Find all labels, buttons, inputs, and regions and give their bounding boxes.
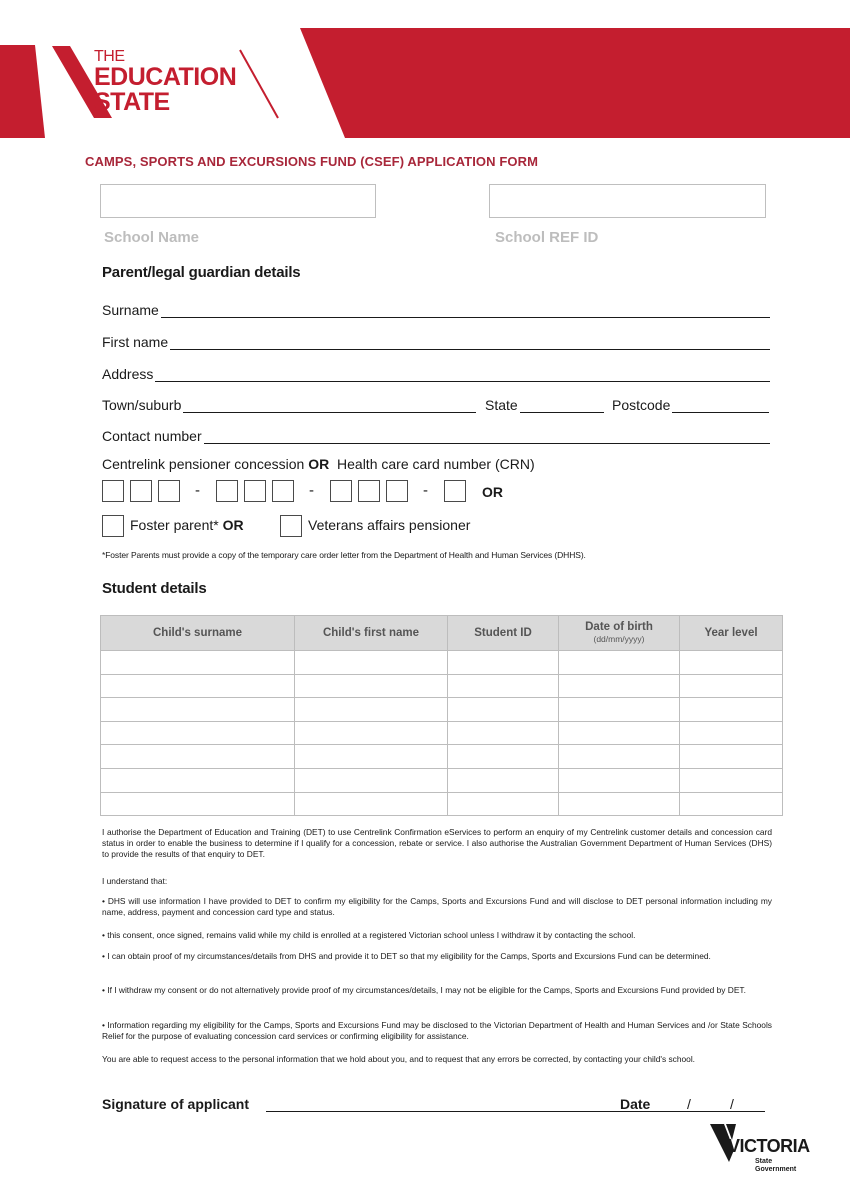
- col-date-of-birth-format: (dd/mm/yyyy): [593, 634, 645, 644]
- table-cell[interactable]: [559, 651, 680, 675]
- foster-or-text: OR: [222, 517, 244, 533]
- table-cell[interactable]: [295, 651, 448, 675]
- contact-label: Contact number: [102, 428, 202, 444]
- table-cell[interactable]: [295, 721, 448, 745]
- date-line[interactable]: [655, 1111, 765, 1112]
- table-cell[interactable]: [559, 674, 680, 698]
- crn-digit-box[interactable]: [216, 480, 238, 502]
- surname-line[interactable]: [161, 302, 770, 318]
- date-label: Date: [620, 1096, 651, 1112]
- table-cell[interactable]: [101, 698, 295, 722]
- school-name-field[interactable]: [100, 184, 376, 218]
- consent-bullet: • Information regarding my eligibility for the Camps, Sports and Excursions Fund may be disclosed to the Victorian Department of Health and Human Services and /or State Schools Relief for the purpose of evaluating concession card services or confirming eligibility for assistance.: [102, 1020, 772, 1041]
- crn-dash: -: [309, 482, 314, 499]
- table-cell[interactable]: [559, 792, 680, 816]
- col-year-level: Year level: [680, 616, 783, 651]
- table-cell[interactable]: [101, 674, 295, 698]
- table-cell[interactable]: [295, 698, 448, 722]
- table-cell[interactable]: [680, 745, 783, 769]
- surname-label: Surname: [102, 302, 159, 318]
- crn-digit-box[interactable]: [444, 480, 466, 502]
- contact-field[interactable]: [102, 424, 770, 444]
- student-table-header: [101, 616, 783, 651]
- consent-bullet: • DHS will use information I have provided to DET to confirm my eligibility for the Camps, Sports and Excursions Fund and will disclose to DET personal information including my name, address, payment and concession card type and status.: [102, 896, 772, 917]
- table-cell[interactable]: [448, 651, 559, 675]
- town-field[interactable]: [102, 393, 476, 413]
- table-cell[interactable]: [295, 768, 448, 792]
- state-line[interactable]: [520, 397, 604, 413]
- table-cell[interactable]: [448, 698, 559, 722]
- access-paragraph: You are able to request access to the personal information that we hold about you, and to request that any errors be corrected, by contacting your child's school.: [102, 1054, 696, 1064]
- table-cell[interactable]: [448, 792, 559, 816]
- crn-dash: -: [195, 482, 200, 499]
- col-child-first-name: Child's first name: [295, 616, 448, 651]
- table-row: [101, 674, 783, 698]
- crn-trailing-or: OR: [482, 484, 503, 500]
- banner-left-block: [0, 45, 45, 138]
- consent-bullet: • I can obtain proof of my circumstances/details from DHS and provide it to DET so that my eligibility for the Camps, Sports and Excursions Fund can be determined.: [102, 951, 711, 961]
- veterans-label: Veterans affairs pensioner: [308, 517, 471, 533]
- logo-accent-line: [240, 50, 278, 118]
- consent-paragraph: I authorise the Department of Education and Training (DET) to use Centrelink Confirmation eServices to perform an enquiry of my Centrelink customer details and concession card status in order to enable the business to determine if I qualify for a concession, rebate or service. I also authorise the Australian Government Department of Human Services (DHS) to provide the results of that enquiry to DET.: [102, 827, 772, 859]
- parent-section-heading: Parent/legal guardian details: [102, 264, 301, 281]
- foster-parent-label: [130, 517, 244, 533]
- col-student-id: Student ID: [448, 616, 559, 651]
- col-date-of-birth: Date of birth (dd/mm/yyyy): [559, 616, 680, 651]
- table-row: [101, 745, 783, 769]
- crn-digit-box[interactable]: [386, 480, 408, 502]
- student-section-heading: Student details: [102, 580, 207, 597]
- table-cell[interactable]: [295, 745, 448, 769]
- postcode-line[interactable]: [672, 397, 769, 413]
- table-row: [101, 768, 783, 792]
- postcode-field[interactable]: [612, 393, 769, 413]
- table-cell[interactable]: [101, 745, 295, 769]
- school-name-caption: School Name: [104, 229, 200, 246]
- logo-text-education: EDUCATION: [94, 63, 237, 91]
- crn-label-pensioner: Centrelink pensioner concession: [102, 456, 305, 472]
- first-name-field[interactable]: [102, 330, 770, 350]
- consent-bullet: • this consent, once signed, remains valid while my child is enrolled at a registered Victorian school unless I withdraw it by contacting the school.: [102, 930, 636, 940]
- surname-field[interactable]: [102, 298, 770, 318]
- logo-text-the: THE: [94, 48, 125, 65]
- contact-line[interactable]: [204, 428, 770, 444]
- crn-digit-box[interactable]: [158, 480, 180, 502]
- victoria-subtitle-line2: Government: [755, 1166, 797, 1173]
- town-line[interactable]: [183, 397, 476, 413]
- crn-digit-box[interactable]: [272, 480, 294, 502]
- first-name-line[interactable]: [170, 334, 770, 350]
- crn-digit-box[interactable]: [102, 480, 124, 502]
- table-cell[interactable]: [680, 768, 783, 792]
- table-cell[interactable]: [101, 721, 295, 745]
- consent-bullet: • If I withdraw my consent or do not alternatively provide proof of my circumstances/details, I may not be eligible for the Camps, Sports and Excursions Fund provided by DET.: [102, 985, 746, 995]
- foster-parent-checkbox[interactable]: [102, 515, 124, 537]
- crn-digit-box[interactable]: [330, 480, 352, 502]
- crn-digit-box[interactable]: [130, 480, 152, 502]
- table-cell[interactable]: [101, 768, 295, 792]
- logo-text-state: STATE: [94, 88, 170, 116]
- table-cell[interactable]: [680, 651, 783, 675]
- form-title: CAMPS, SPORTS AND EXCURSIONS FUND (CSEF) APPLICATION FORM: [85, 154, 539, 169]
- foster-parent-text: Foster parent*: [130, 517, 219, 533]
- school-ref-caption: School REF ID: [495, 229, 599, 246]
- table-cell[interactable]: [448, 745, 559, 769]
- signature-row: [102, 1094, 767, 1116]
- table-cell[interactable]: [680, 698, 783, 722]
- veterans-checkbox[interactable]: [280, 515, 302, 537]
- address-line[interactable]: [155, 366, 770, 382]
- table-cell[interactable]: [448, 674, 559, 698]
- table-cell[interactable]: [448, 721, 559, 745]
- table-row: [101, 721, 783, 745]
- table-cell[interactable]: [680, 674, 783, 698]
- address-label: Address: [102, 366, 154, 382]
- crn-dash: -: [423, 482, 428, 499]
- table-cell[interactable]: [295, 792, 448, 816]
- understand-heading: I understand that:: [102, 876, 168, 886]
- state-label: State: [485, 397, 518, 413]
- postcode-label: Postcode: [612, 397, 671, 413]
- table-cell[interactable]: [559, 768, 680, 792]
- date-slash: /: [730, 1096, 734, 1112]
- crn-digit-box[interactable]: [244, 480, 266, 502]
- table-cell[interactable]: [295, 674, 448, 698]
- date-slash: /: [687, 1096, 691, 1112]
- table-cell[interactable]: [680, 792, 783, 816]
- signature-label: Signature of applicant: [102, 1096, 250, 1112]
- state-field[interactable]: [485, 393, 604, 413]
- crn-label-health-care: Health care card number (CRN): [337, 456, 535, 472]
- address-field[interactable]: [102, 362, 770, 382]
- table-cell[interactable]: [559, 745, 680, 769]
- col-child-surname: Child's surname: [101, 616, 295, 651]
- foster-note: *Foster Parents must provide a copy of the temporary care order letter from the Department of Health and Human Services (DHHS).: [102, 550, 586, 560]
- victoria-subtitle: [755, 1158, 815, 1174]
- first-name-label: First name: [102, 334, 169, 350]
- student-table: [100, 615, 783, 816]
- banner-right-block: [300, 28, 850, 138]
- table-cell[interactable]: [559, 698, 680, 722]
- table-row: [101, 698, 783, 722]
- crn-digit-box[interactable]: [358, 480, 380, 502]
- table-cell[interactable]: [101, 651, 295, 675]
- table-cell[interactable]: [448, 768, 559, 792]
- table-row: [101, 792, 783, 816]
- crn-label-or: OR: [308, 456, 330, 472]
- town-label: Town/suburb: [102, 397, 182, 413]
- table-cell[interactable]: [101, 792, 295, 816]
- crn-label: [102, 456, 535, 472]
- school-ref-field[interactable]: [489, 184, 766, 218]
- table-row: [101, 651, 783, 675]
- table-cell[interactable]: [559, 721, 680, 745]
- victoria-subtitle-line1: State: [755, 1158, 773, 1165]
- table-cell[interactable]: [680, 721, 783, 745]
- victoria-wordmark: VICTORIA: [728, 1136, 810, 1156]
